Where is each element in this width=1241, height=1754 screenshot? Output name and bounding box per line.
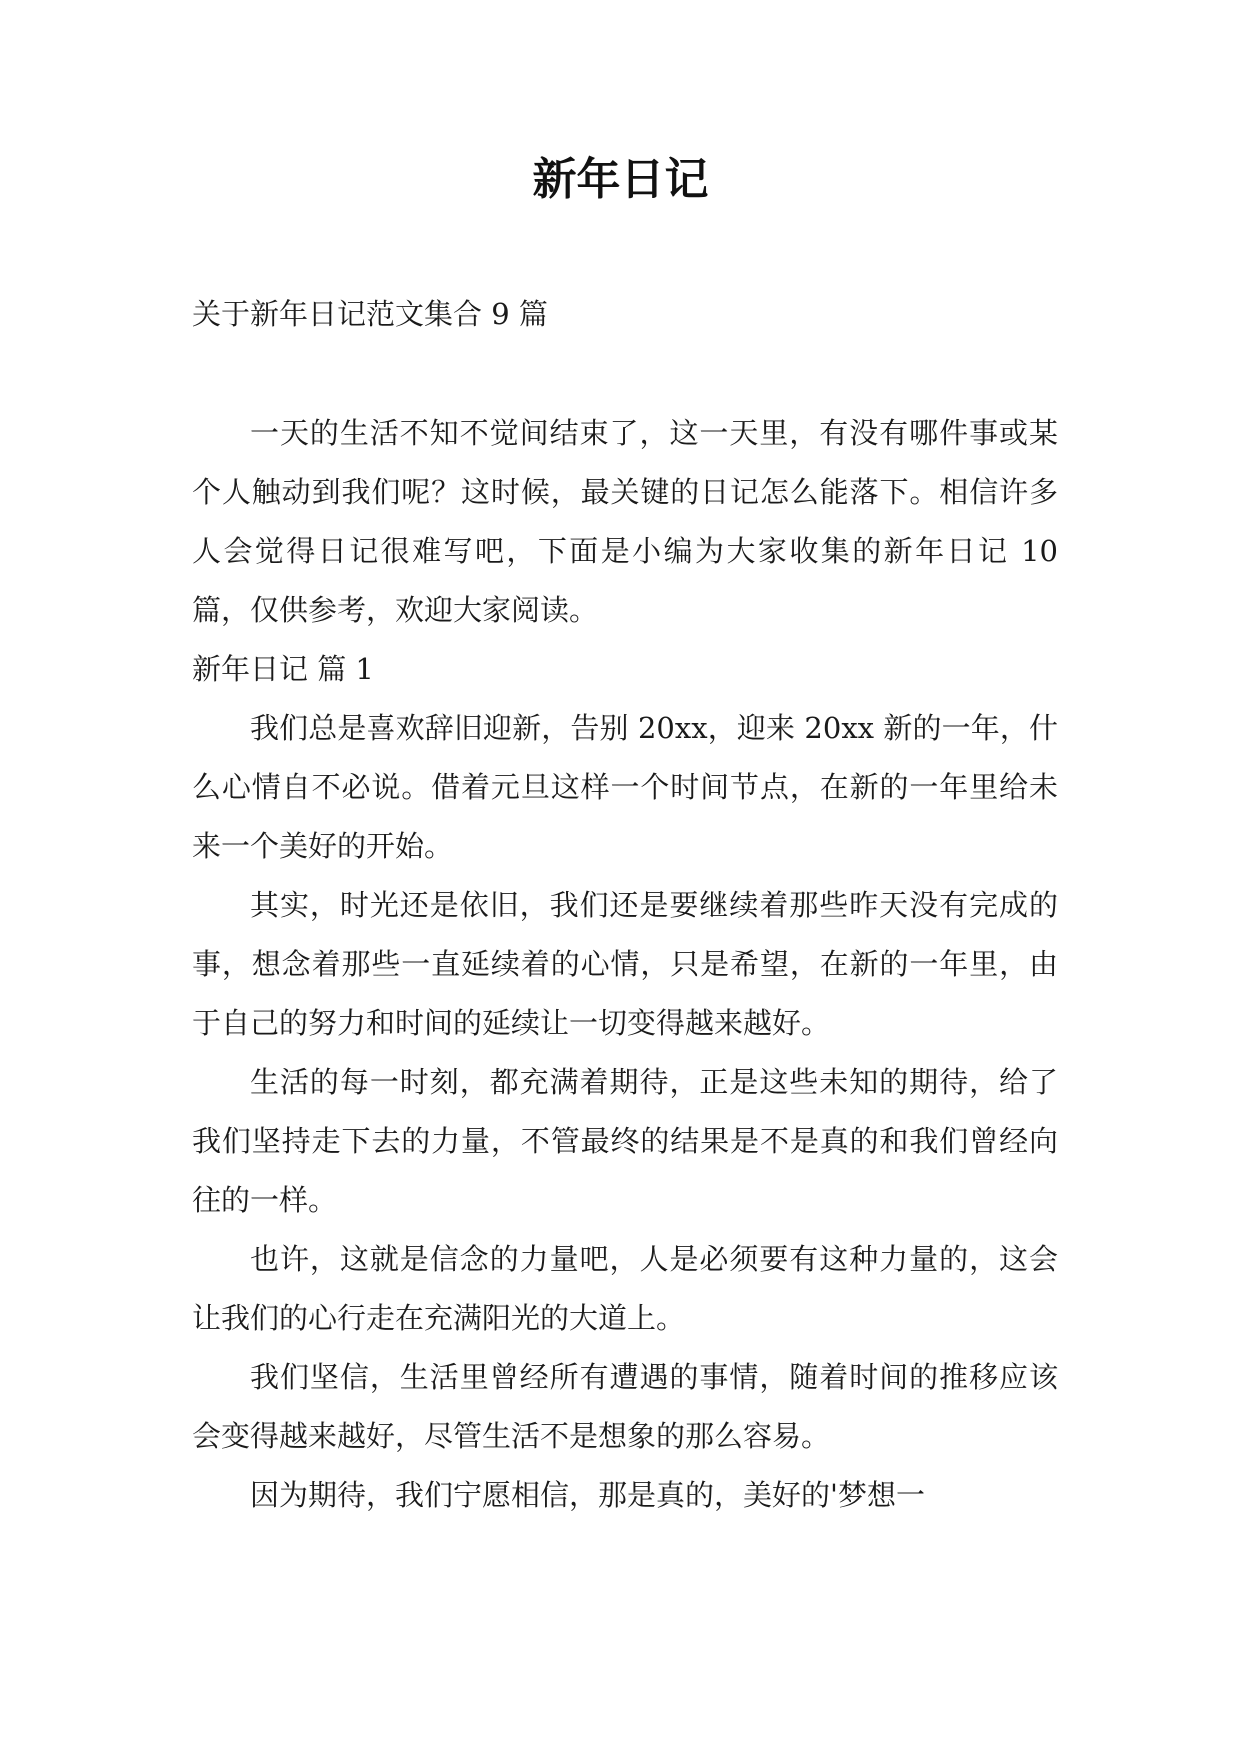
body-paragraph: 我们坚信，生活里曾经所有遭遇的事情，随着时间的推移应该会变得越来越好，尽管生活不是想象的那么容易。: [192, 1360, 1058, 1453]
body-paragraph: 生活的每一时刻，都充满着期待，正是这些未知的期待，给了我们坚持走下去的力量，不管最终的结果是不是真的和我们曾经向往的一样。: [192, 1065, 1058, 1217]
body-paragraph: 我们总是喜欢辞旧迎新，告别 20xx，迎来 20xx 新的一年，什么心情自不必说。借着元旦这样一个时间节点，在新的一年里给未来一个美好的开始。: [192, 711, 1058, 863]
document-subtitle: 关于新年日记范文集合 9 篇: [192, 297, 548, 331]
body-paragraph: 也许，这就是信念的力量吧，人是必须要有这种力量的，这会让我们的心行走在充满阳光的大道上。: [192, 1242, 1058, 1335]
intro-paragraph: 一天的生活不知不觉间结束了，这一天里，有没有哪件事或某个人触动到我们呢？这时候，最关键的日记怎么能落下。相信许多人会觉得日记很难写吧，下面是小编为大家收集的新年日记 10 篇，仅供参考，欢迎大家阅读。: [192, 416, 1058, 627]
document-body: [192, 404, 1058, 1525]
section-heading: 新年日记 篇 1: [192, 652, 374, 686]
document-title: 新年日记: [532, 154, 709, 205]
body-paragraph: 其实，时光还是依旧，我们还是要继续着那些昨天没有完成的事，想念着那些一直延续着的心情，只是希望，在新的一年里，由于自己的努力和时间的延续让一切变得越来越好。: [192, 888, 1058, 1040]
body-paragraph: 因为期待，我们宁愿相信，那是真的，美好的'梦想一: [250, 1478, 925, 1512]
